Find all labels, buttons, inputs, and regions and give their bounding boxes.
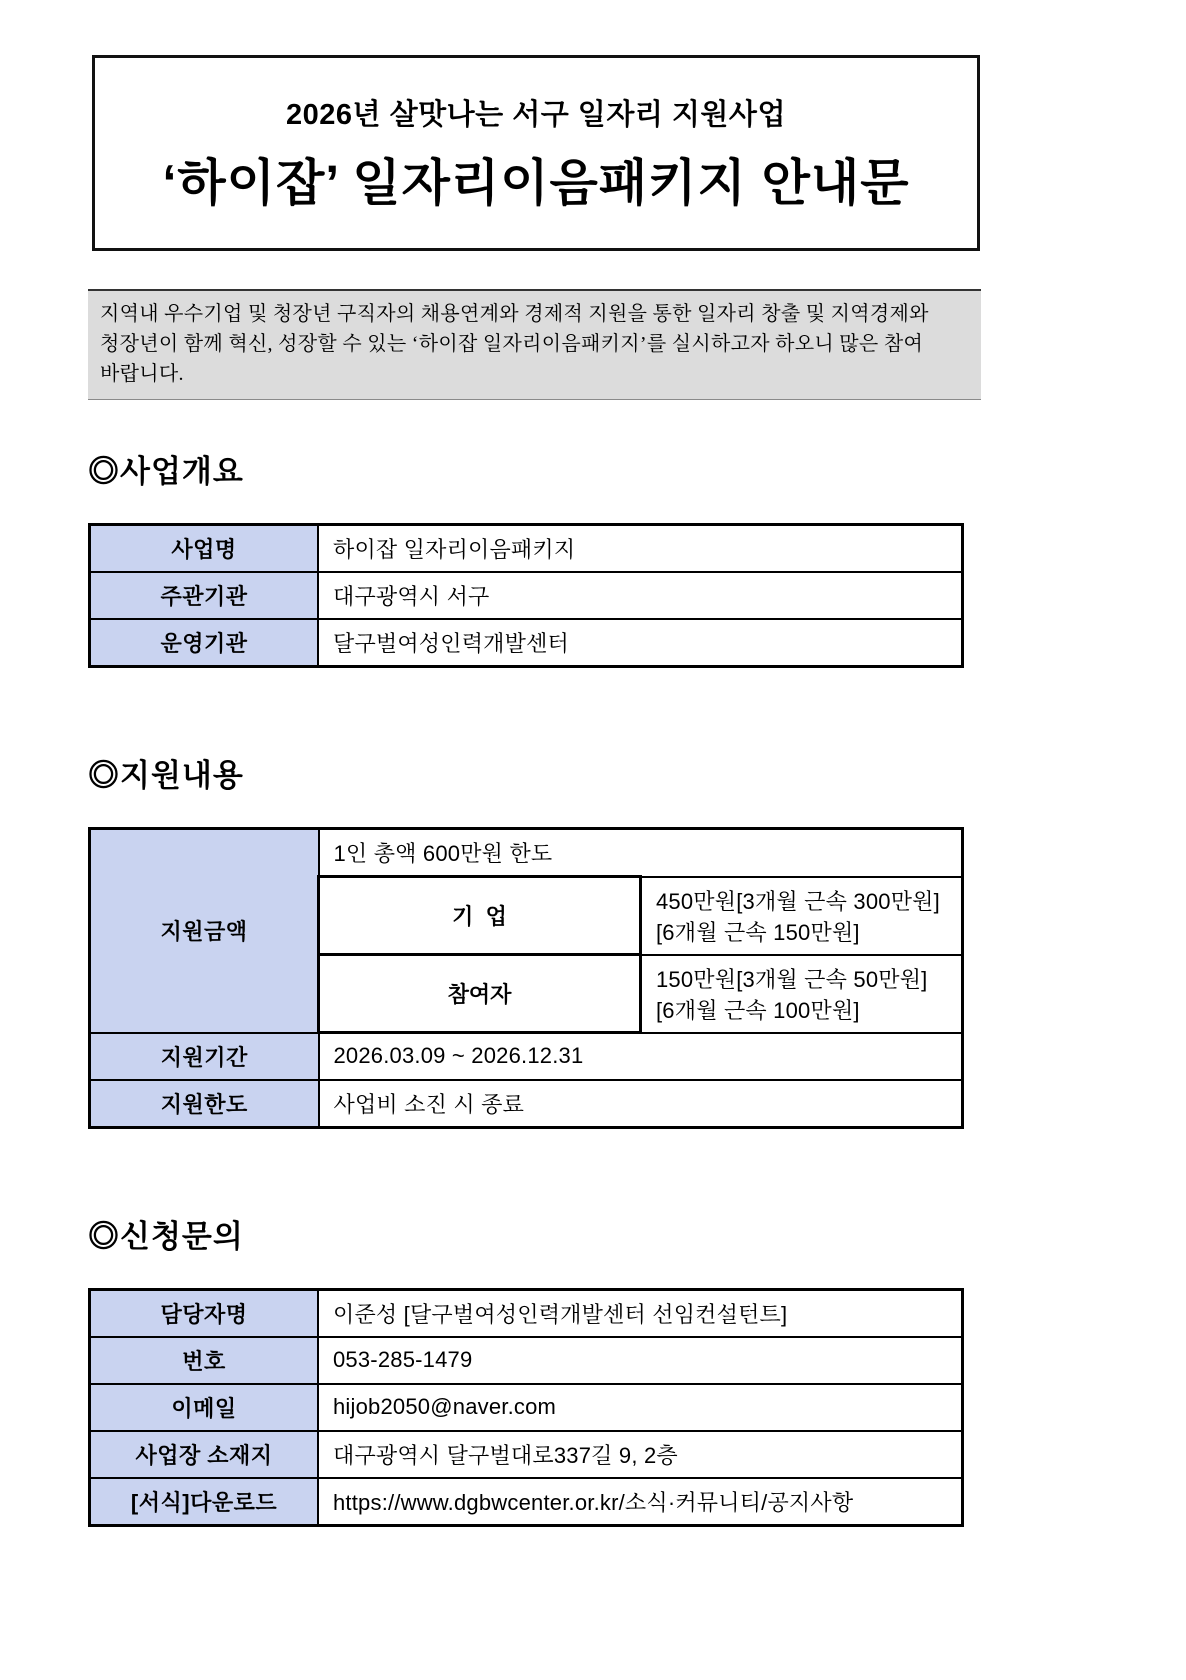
title-box [92,55,980,251]
row-value-form-download-url: https://www.dgbwcenter.or.kr/소식·커뮤니티/공지사항 [318,1478,963,1526]
section-spacer [88,1129,978,1211]
contact-table [88,1288,964,1527]
intro-paragraph: 지역내 우수기업 및 청장년 구직자의 채용연계와 경제적 지원을 통한 일자리 창출 및 지역경제와 청장년이 함께 혁신, 성장할 수 있는 ‘하이잡 일자리이음패키지’를 실시하고자 하오니 많은 참여 바랍니다. [88,289,981,400]
table-row [90,1033,963,1080]
table-row [90,1431,963,1478]
table-row [90,572,963,619]
row-value-phone: 053-285-1479 [318,1337,963,1384]
row-label-form-download: [서식]다운로드 [90,1478,319,1526]
row-label-phone: 번호 [90,1337,319,1384]
row-value-total-amount: 1인 총액 600만원 한도 [319,829,963,877]
row-value-participant-amount: 150만원[3개월 근속 50만원] [6개월 근속 100만원] [641,955,963,1033]
section-heading-support: ◎지원내용 [88,758,244,793]
section-heading-contact: ◎신청문의 [88,1218,244,1254]
row-value-company-amount: 450만원[3개월 근속 300만원] [6개월 근속 150만원] [641,877,963,955]
row-label-project-name: 사업명 [90,525,319,573]
subcell-company-label: 기 업 [319,877,641,955]
row-value-contact-name: 이준성 [달구벌여성인력개발센터 선임컨설턴트] [318,1289,963,1337]
row-value-project-name: 하이잡 일자리이음패키지 [318,525,963,573]
section-spacer [88,668,978,750]
row-label-support-period: 지원기간 [90,1033,319,1080]
row-label-operating-org: 운영기관 [90,619,319,667]
row-value-support-period: 2026.03.09 ~ 2026.12.31 [319,1033,963,1080]
row-label-contact-name: 담당자명 [90,1289,319,1337]
support-table [88,827,964,1129]
table-row [90,525,963,573]
row-label-host-org: 주관기관 [90,572,319,619]
row-value-host-org: 대구광역시 서구 [318,572,963,619]
table-row [90,619,963,667]
row-label-email: 이메일 [90,1384,319,1431]
subcell-participant-label: 참여자 [319,955,641,1033]
row-value-email: hijob2050@naver.com [318,1384,963,1431]
row-value-address: 대구광역시 달구벌대로337길 9, 2층 [318,1431,963,1478]
row-label-support-amount: 지원금액 [90,829,319,1033]
table-row [90,829,963,877]
overview-table [88,523,964,668]
document-subtitle: 2026년 살맛나는 서구 일자리 지원사업 [286,98,786,131]
row-value-support-limit: 사업비 소진 시 종료 [319,1080,963,1128]
table-row [90,1080,963,1128]
row-label-address: 사업장 소재지 [90,1431,319,1478]
row-label-support-limit: 지원한도 [90,1080,319,1128]
section-heading-overview: ◎사업개요 [88,454,244,489]
table-row [90,1478,963,1526]
row-value-operating-org: 달구벌여성인력개발센터 [318,619,963,667]
table-row [90,1289,963,1337]
table-row [90,1337,963,1384]
table-row [90,1384,963,1431]
document-title: ‘하이잡’ 일자리이음패키지 안내문 [162,154,910,211]
